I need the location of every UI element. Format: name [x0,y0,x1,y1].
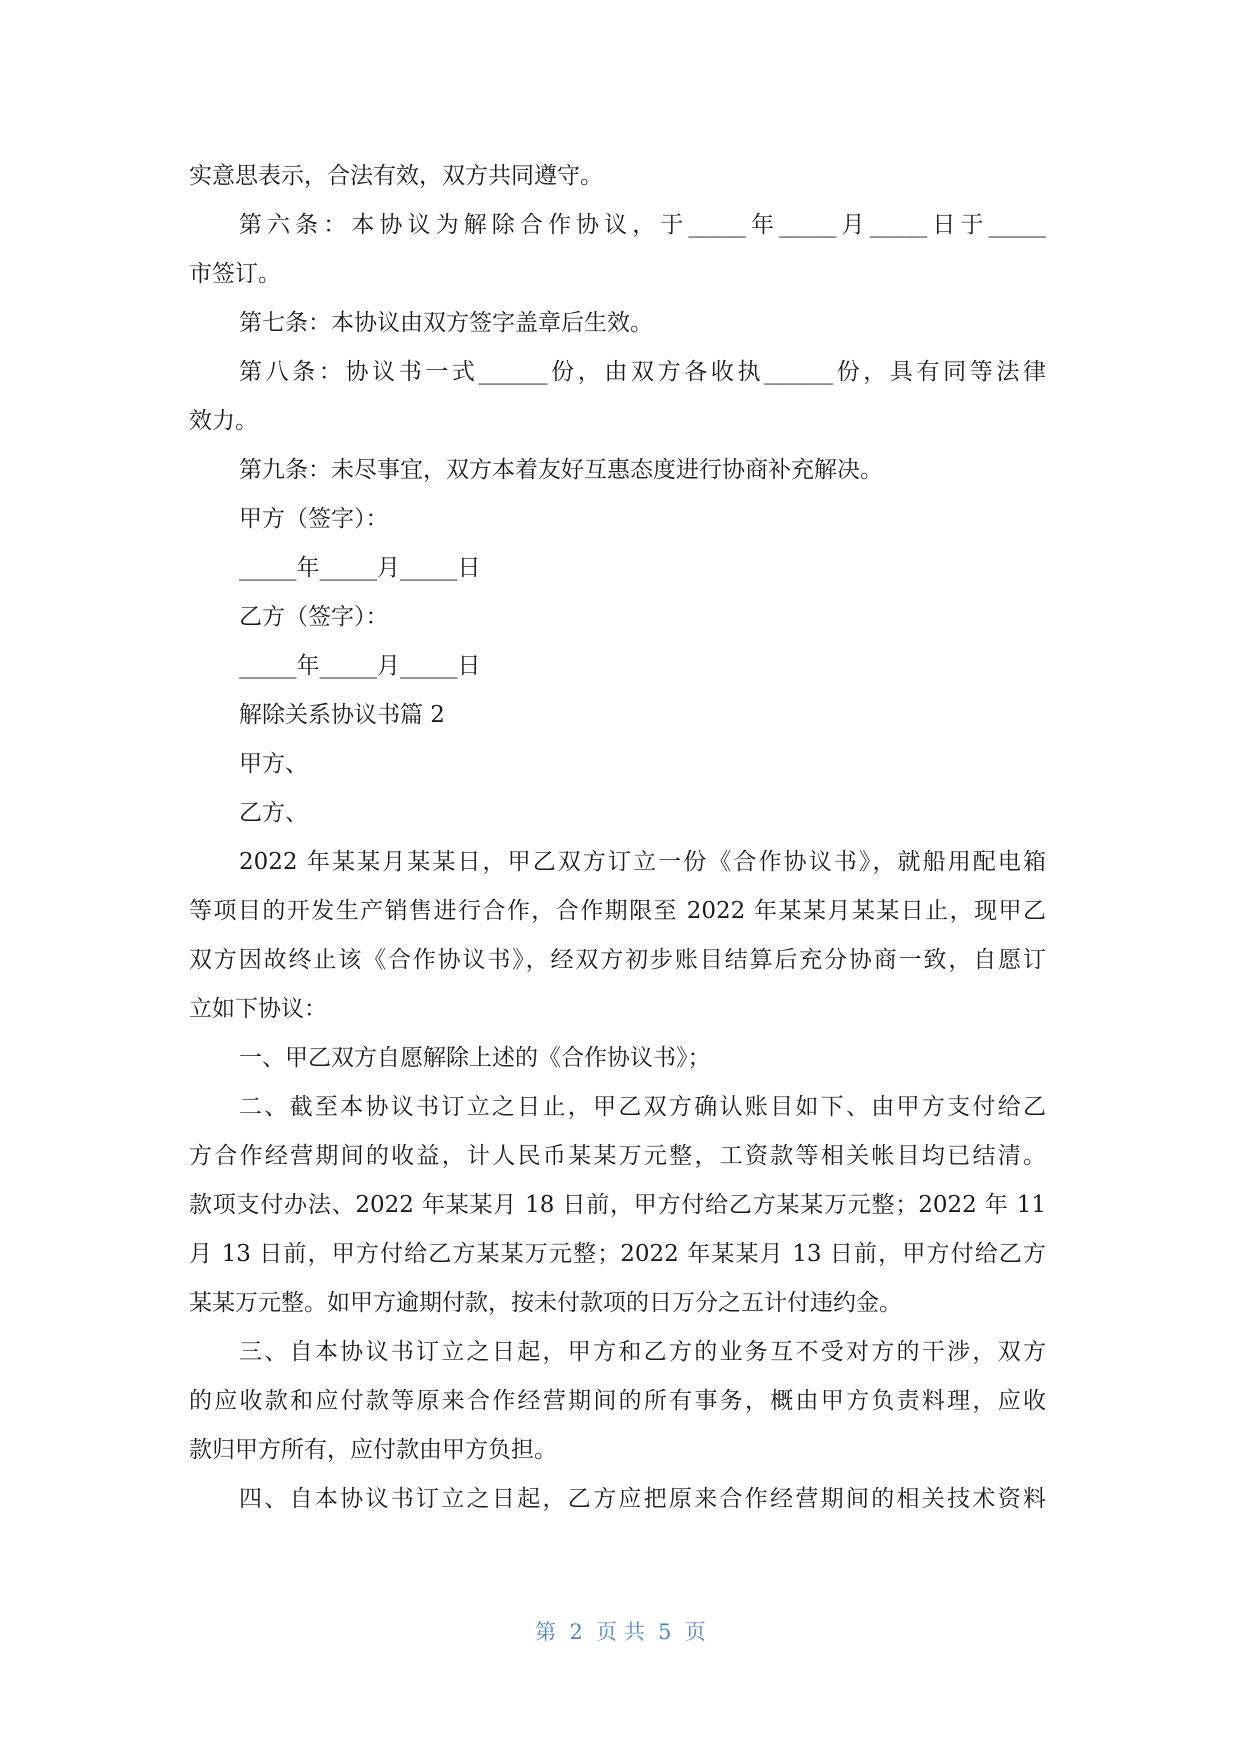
text-line: 第八条：协议书一式______份，由双方各收执______份，具有同等法律 [239,359,1046,385]
text-line: 效力。 [189,408,258,434]
text-line: 立如下协议： [189,996,327,1022]
text-line: 款项支付办法、2022 年某某月 18 日前，甲方付给乙方某某万元整；2022 年 11 [189,1192,1046,1218]
text-line: 三、自本协议书订立之日起，甲方和乙方的业务互不受对方的干涉，双方 [239,1339,1046,1365]
page-number-footer: 第 2 页 共 5 页 [535,1620,706,1644]
text-line: 一、甲乙双方自愿解除上述的《合作协议书》； [239,1045,711,1071]
text-line: 实意思表示，合法有效，双方共同遵守。 [189,163,603,189]
text-line: 市签订。 [189,261,281,287]
text-line: 乙方、 [239,800,308,826]
text-line: 的应收款和应付款等原来合作经营期间的所有事务，概由甲方负责料理，应收 [189,1388,1046,1414]
text-line: 乙方（签字）： [239,604,389,630]
text-line: 2022 年某某月某某日，甲乙双方订立一份《合作协议书》，就船用配电箱 [239,849,1046,875]
text-line: 甲方（签字）： [239,506,389,532]
text-line: 等项目的开发生产销售进行合作，合作期限至 2022 年某某月某某日止，现甲乙 [189,898,1046,924]
text-line: 方合作经营期间的收益，计人民币某某万元整，工资款等相关帐目均已结清。 [189,1143,1046,1169]
text-line: 甲方、 [239,751,308,777]
text-line: 双方因故终止该《合作协议书》，经双方初步账目结算后充分协商一致，自愿订 [189,947,1046,973]
text-line: 第六条：本协议为解除合作协议，于_____年_____月_____日于_____ [239,212,1046,238]
text-line: _____年_____月_____日 [239,653,481,679]
text-line: 第七条：本协议由双方签字盖章后生效。 [239,310,653,336]
text-line: _____年_____月_____日 [239,555,481,581]
text-line: 四、自本协议书订立之日起，乙方应把原来合作经营期间的相关技术资料 [239,1486,1046,1512]
text-line: 款归甲方所有，应付款由甲方负担。 [189,1437,557,1463]
section-heading: 解除关系协议书篇 2 [239,702,445,728]
text-line: 某某万元整。如甲方逾期付款，按未付款项的日万分之五计付违约金。 [189,1290,902,1316]
text-line: 二、截至本协议书订立之日止，甲乙双方确认账目如下、由甲方支付给乙 [239,1094,1046,1120]
text-line: 第九条：未尽事宜，双方本着友好互惠态度进行协商补充解决。 [239,457,883,483]
text-line: 月 13 日前，甲方付给乙方某某万元整；2022 年某某月 13 日前，甲方付给乙方 [189,1241,1046,1267]
